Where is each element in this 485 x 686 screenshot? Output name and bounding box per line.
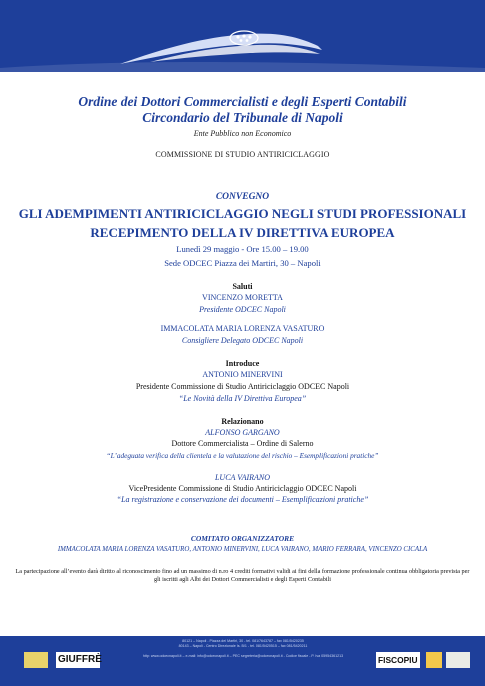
ente-label: Ente Pubblico non Economico: [193, 129, 292, 138]
introduce-label: Introduce: [225, 359, 260, 368]
header-banner: [0, 0, 485, 76]
comitato-label: COMITATO ORGANIZZATORE: [190, 534, 295, 543]
partner-logo-right-icon: [426, 652, 442, 668]
event-kind: CONVEGNO: [215, 192, 270, 202]
relatore2-topic: “La registrazione e conservazione dei documenti – Esemplificazioni pratiche”: [116, 495, 369, 504]
saluti-speaker2-role: Consigliere Delegato ODCEC Napoli: [181, 336, 304, 345]
relatore1-name: ALFONSO GARGANO: [205, 428, 280, 437]
event-title-line2: RECEPIMENTO DELLA IV DIRETTIVA EUROPEA: [90, 225, 395, 240]
partner-logo-left-icon: [24, 652, 48, 668]
relatore2-role: VicePresidente Commissione di Studio Antiriciclaggio ODCEC Napoli: [128, 484, 357, 493]
relatore2-name: LUCA VAIRANO: [214, 473, 271, 482]
saluti-speaker2-name: IMMACOLATA MARIA LORENZA VASATURO: [160, 324, 325, 333]
event-date: Lunedì 29 maggio - Ore 15.00 – 19.00: [176, 244, 309, 254]
credits-note-line1: La partecipazione all’evento darà diritto al riconoscimento fino ad un massimo di n.ro 4 crediti formativi validi ai fini della formazione professionale continua obbligatoria prevista per: [15, 568, 470, 575]
footer-line1: 80121 – Napoli - Piazza dei Martiri, 30 - tel. 081/7643787 – fax 081/5420235: [182, 639, 304, 643]
giuffre-logo: [56, 652, 100, 668]
sponsor-logo-icon: [446, 652, 470, 668]
relatore1-role: Dottore Commercialista – Ordine di Salerno: [171, 439, 314, 448]
footer-address: [108, 639, 378, 649]
fiscopiu-logo-text: FISCOPIU: [378, 655, 418, 665]
introduce-role: Presidente Commissione di Studio Antiriciclaggio ODCEC Napoli: [135, 382, 350, 391]
introduce-topic: “Le Novità della IV Direttiva Europea”: [178, 394, 307, 403]
relazionano-label: Relazionano: [221, 417, 264, 426]
credits-note-line2: gli iscritti agli Albi dei Dottori Commercialisti e degli Esperti Contabili: [153, 576, 331, 583]
footer-bar: [0, 636, 485, 686]
org-name-line2: Circondario del Tribunale di Napoli: [142, 110, 343, 125]
introduce-name: ANTONIO MINERVINI: [202, 370, 283, 379]
saluti-speaker1-name: VINCENZO MORETTA: [202, 293, 283, 302]
odcec-logo-icon: [0, 0, 485, 76]
footer-contacts: http: www.odcecnapoli.it – e-mail: info@odcecnapoli.it – PEC segreteria@odcecnapoli.it - Codice fiscale - P. Iva 05954361213: [142, 654, 344, 658]
footer-line2: 80143 – Napoli - Centro Direzionale Is. B/1 - tel. 081/5420515 – fax 081/5420211: [178, 644, 308, 648]
relatore1-topic: “L’adeguata verifica della clientela e la valutazione del rischio – Esemplificazioni pratiche”: [106, 451, 379, 460]
giuffre-logo-text: GIUFFRÈ: [58, 654, 102, 665]
credits-note: [6, 568, 479, 584]
comitato-members: IMMACOLATA MARIA LORENZA VASATURO, ANTONIO MINERVINI, LUCA VAIRANO, MARIO FERRARA, VINCENZO CICALA: [57, 546, 428, 553]
event-venue: Sede ODCEC Piazza dei Martiri, 30 – Napoli: [164, 258, 321, 268]
saluti-label: Saluti: [232, 282, 253, 291]
event-title-line1: GLI ADEMPIMENTI ANTIRICICLAGGIO NEGLI STUDI PROFESSIONALI: [18, 206, 467, 221]
commission-label: COMMISSIONE DI STUDIO ANTIRICICLAGGIO: [155, 150, 330, 159]
org-name-line1: Ordine dei Dottori Commercialisti e degli Esperti Contabili: [78, 94, 407, 109]
saluti-speaker1-role: Presidente ODCEC Napoli: [199, 305, 286, 314]
fiscopiu-logo: [376, 652, 420, 668]
